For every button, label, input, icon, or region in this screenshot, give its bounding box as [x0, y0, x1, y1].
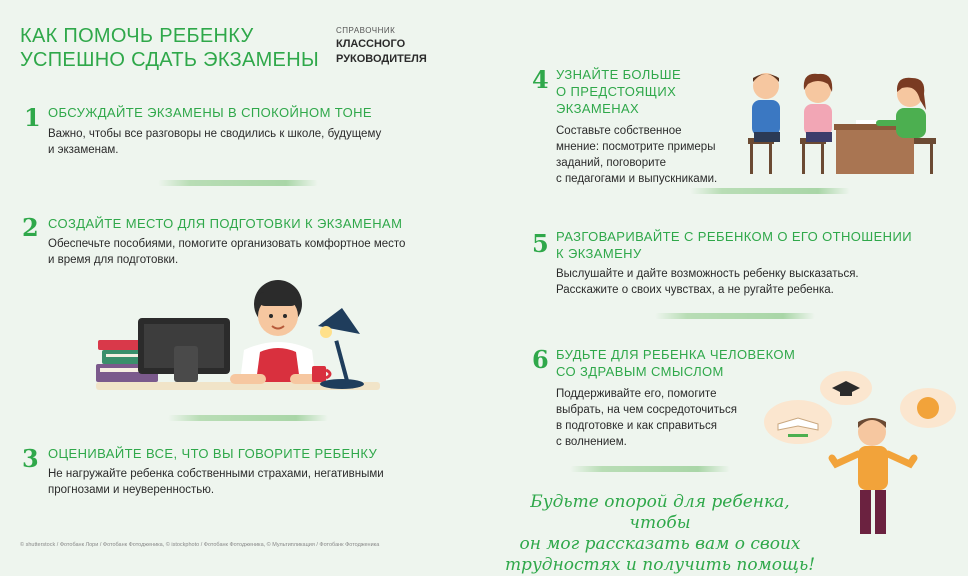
tip-number: 6	[532, 345, 549, 374]
tip-number: 4	[532, 65, 549, 94]
tip-heading: ОЦЕНИВАЙТЕ ВСЕ, ЧТО ВЫ ГОВОРИТЕ РЕБЕНКУ	[48, 446, 378, 461]
closing-message: Будьте опорой для ребенка, чтобы он мог рассказать вам о своих трудностях и получить помощь!	[504, 492, 816, 575]
divider	[168, 415, 328, 421]
divider	[655, 313, 815, 319]
page-title: КАК ПОМОЧЬ РЕБЕНКУ УСПЕШНО СДАТЬ ЭКЗАМЕНЫ	[20, 25, 319, 71]
tip-text: Поддерживайте его, помогите выбрать, на чем сосредоточиться в подготовке и как справиться с волнением.	[556, 388, 737, 448]
tip-heading: ОБСУЖДАЙТЕ ЭКЗАМЕНЫ В СПОКОЙНОМ ТОНЕ	[48, 105, 372, 120]
photo-credits: © shutterstock / Фотобанк Лори / Фотобанк Фотодженика, © istockphoto / Фотобанк Фотодженика, © Мультипликация / Фотобанк Фотодженика	[20, 542, 380, 548]
tip-text: Не нагружайте ребенка собственными страхами, негативными прогнозами и неуверенностью.	[48, 468, 384, 496]
divider	[158, 180, 318, 186]
tip-text: Важно, чтобы все разговоры не сводились к школе, будущему и экзаменам.	[48, 128, 382, 156]
tip-text: Выслушайте и дайте возможность ребенку высказаться. Расскажите о своих чувствах, а не ругайте ребенка.	[556, 268, 859, 296]
tip-number: 5	[532, 229, 549, 258]
parents-teacher-meeting-illustration	[740, 70, 950, 180]
tip-heading: СОЗДАЙТЕ МЕСТО ДЛЯ ПОДГОТОВКИ К ЭКЗАМЕНАМ	[48, 216, 403, 231]
tip-heading: УЗНАЙТЕ БОЛЬШЕ О ПРЕДСТОЯЩИХ ЭКЗАМЕНАХ	[556, 67, 682, 116]
tip-heading: БУДЬТЕ ДЛЯ РЕБЕНКА ЧЕЛОВЕКОМ СО ЗДРАВЫМ СМЫСЛОМ	[556, 347, 796, 379]
divider	[690, 188, 850, 194]
divider	[570, 466, 730, 472]
tip-number: 2	[22, 213, 39, 242]
student-at-desk-illustration	[90, 278, 380, 398]
tip-text: Составьте собственное мнение: посмотрите примеры заданий, поговорите с педагогами и выпускниками.	[556, 125, 718, 185]
guide-label: СПРАВОЧНИК КЛАССНОГО РУКОВОДИТЕЛЯ	[336, 26, 427, 65]
tip-heading: РАЗГОВАРИВАЙТЕ С РЕБЕНКОМ О ЕГО ОТНОШЕНИИ К ЭКЗАМЕНУ	[556, 229, 912, 261]
tip-number: 1	[24, 103, 41, 132]
tip-number: 3	[22, 444, 39, 473]
tip-text: Обеспечьте пособиями, помогите организовать комфортное место и время для подготовки.	[48, 238, 406, 266]
